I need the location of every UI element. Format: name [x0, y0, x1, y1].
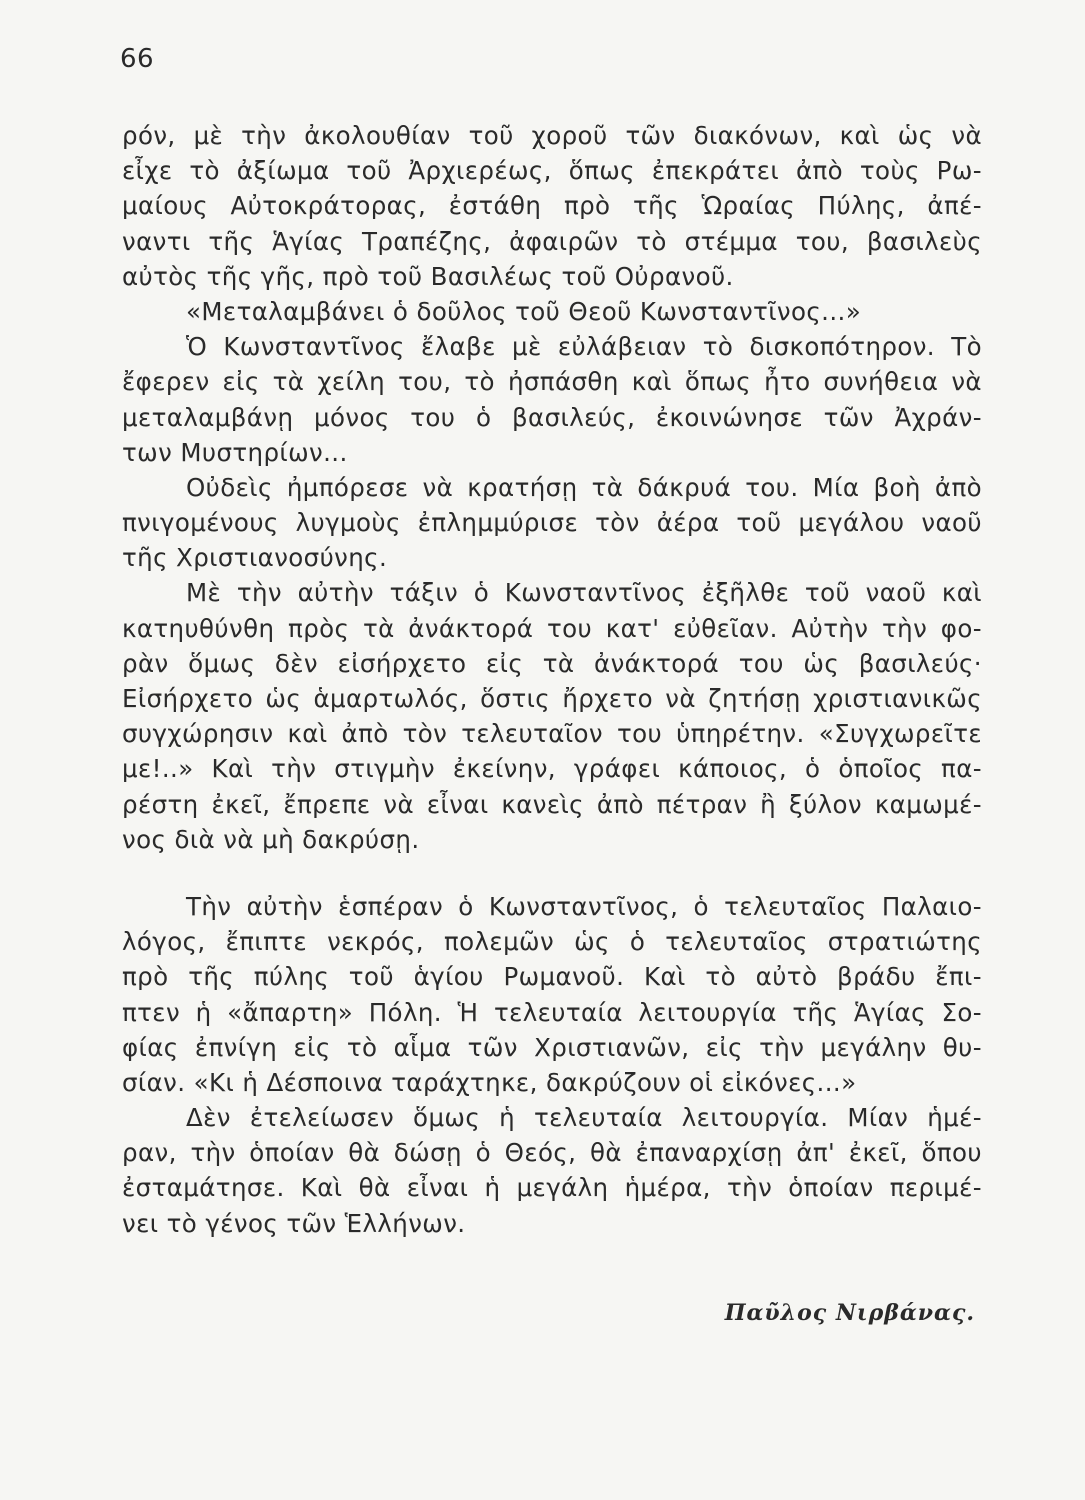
text-line: Ὁ Κωνσταντῖνος ἔλαβε μὲ εὐλάβειαν τὸ δισκοπότηρον. Τὸ	[186, 332, 982, 362]
text-line: των Μυστηρίων...	[122, 437, 348, 467]
text-line: ραν, τὴν ὁποίαν θὰ δώσῃ ὁ Θεός, θὰ ἐπαναρχίσῃ ἀπ' ἐκεῖ, ὅπου	[122, 1138, 982, 1168]
text-line: πρὸ τῆς πύλης τοῦ ἁγίου Ρωμανοῦ. Καὶ τὸ αὐτὸ βράδυ ἔπι-	[122, 962, 982, 992]
page-number: 66	[120, 44, 155, 74]
body-text	[122, 118, 982, 1241]
text-line: Εἰσήρχετο ὡς ἁμαρτωλός, ὅστις ἤρχετο νὰ ζητήσῃ χριστιανικῶς	[122, 684, 982, 713]
text-line: πνιγομένους λυγμοὺς ἐπλημμύρισε τὸν ἀέρα τοῦ μεγάλου ναοῦ	[122, 508, 982, 538]
text-line: κατηυθύνθη πρὸς τὰ ἀνάκτορά του κατ' εὐθεῖαν. Αὐτὴν τὴν φο-	[122, 613, 982, 643]
text-line: ναντι τῆς Ἁγίας Τραπέζης, ἀφαιρῶν τὸ στέμμα του, βασιλεὺς	[122, 226, 982, 256]
text-line: νει τὸ γένος τῶν Ἑλλήνων.	[122, 1208, 466, 1238]
text-line: «Μεταλαμβάνει ὁ δοῦλος τοῦ Θεοῦ Κωνσταντῖνος...»	[186, 296, 862, 326]
text-line: ἐσταμάτησε. Καὶ θὰ εἶναι ἡ μεγάλη ἡμέρα, τὴν ὁποίαν περιμέ-	[122, 1173, 982, 1203]
text-line: συγχώρησιν καὶ ἀπὸ τὸν τελευταῖον του ὑπηρέτην. «Συγχωρεῖτε	[122, 719, 982, 749]
text-line: σίαν. «Κι ἡ Δέσποινα ταράχτηκε, δακρύζουν οἱ εἰκόνες...»	[122, 1067, 857, 1097]
text-line: τῆς Χριστιανοσύνης.	[122, 543, 388, 573]
author-signature: Παῦλος Νιρβάνας.	[724, 1300, 975, 1326]
text-line: ρόν, μὲ τὴν ἀκολουθίαν τοῦ χοροῦ τῶν διακόνων, καὶ ὡς νὰ	[122, 121, 982, 150]
text-line: Οὐδεὶς ἠμπόρεσε νὰ κρατήσῃ τὰ δάκρυά του. Μία βοὴ ἀπὸ	[186, 472, 982, 502]
text-line: μεταλαμβάνῃ μόνος του ὁ βασιλεύς, ἐκοινώνησε τῶν Ἀχράν-	[122, 402, 982, 432]
text-line: μαίους Αὐτοκράτορας, ἐστάθη πρὸ τῆς Ὡραίας Πύλης, ἀπέ-	[122, 191, 982, 221]
text-line: λόγος, ἔπιπτε νεκρός, πολεμῶν ὡς ὁ τελευταῖος στρατιώτης	[122, 927, 982, 957]
text-line: εἶχε τὸ ἀξίωμα τοῦ Ἀρχιερέως, ὅπως ἐπεκράτει ἀπὸ τοὺς Ρω-	[122, 156, 982, 186]
text-line: Τὴν αὐτὴν ἑσπέραν ὁ Κωνσταντῖνος, ὁ τελευταῖος Παλαιο-	[186, 891, 982, 921]
paragraph-gap	[122, 857, 982, 889]
text-line: ρὰν ὅμως δὲν εἰσήρχετο εἰς τὰ ἀνάκτορά του ὡς βασιλεύς·	[122, 648, 982, 678]
text-line: Δὲν ἐτελείωσεν ὅμως ἡ τελευταία λειτουργία. Μίαν ἡμέ-	[186, 1103, 982, 1133]
text-line: με!..» Καὶ τὴν στιγμὴν ἐκείνην, γράφει κάποιος, ὁ ὁποῖος πα-	[122, 754, 982, 784]
text-line: φίας ἐπνίγη εἰς τὸ αἷμα τῶν Χριστιανῶν, εἰς τὴν μεγάλην θυ-	[122, 1032, 982, 1062]
text-line: Μὲ τὴν αὐτὴν τάξιν ὁ Κωνσταντῖνος ἐξῆλθε τοῦ ναοῦ καὶ	[186, 578, 982, 608]
text-line: πτεν ἡ «ἄπαρτη» Πόλη. Ἡ τελευταία λειτουργία τῆς Ἁγίας Σο-	[122, 997, 982, 1027]
text-line: ἔφερεν εἰς τὰ χείλη του, τὸ ἠσπάσθη καὶ ὅπως ἦτο συνήθεια νὰ	[122, 367, 982, 397]
text-line: νος διὰ νὰ μὴ δακρύσῃ.	[122, 824, 420, 854]
text-line: αὐτὸς τῆς γῆς, πρὸ τοῦ Βασιλέως τοῦ Οὐρανοῦ.	[122, 261, 734, 291]
text-line: ρέστη ἐκεῖ, ἔπρεπε νὰ εἶναι κανεὶς ἀπὸ πέτραν ἢ ξύλον καμωμέ-	[122, 789, 982, 819]
